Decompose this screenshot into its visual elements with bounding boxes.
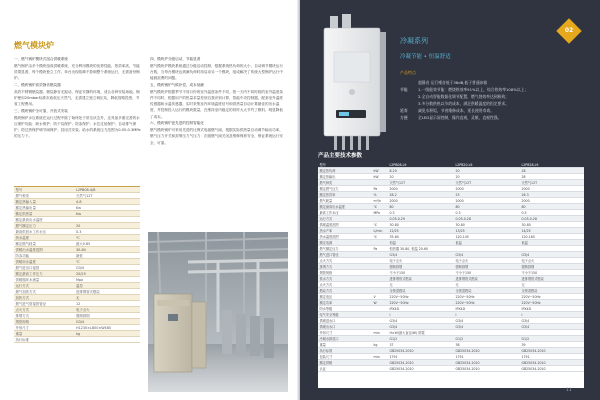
param-name: 热水产率 (318, 228, 372, 234)
param-name: 供水方式 (318, 276, 372, 282)
param-name: 燃烧方式 (318, 288, 372, 294)
param-name: 防水等级 (318, 306, 372, 312)
param-name: 燃气进口管径 (318, 252, 372, 258)
feature-key (400, 100, 418, 107)
param-value: GB25034-2010 (520, 360, 584, 366)
param-value: 0.05-0.28 (454, 216, 520, 222)
param-value: 28 (520, 174, 584, 180)
spec-value: 最低 (74, 253, 140, 259)
param-value: 无 (454, 282, 520, 288)
param-value: IPX4D (520, 306, 584, 312)
param-name: 运行方式 (318, 216, 372, 222)
param-name: 供暖进水口 (318, 318, 372, 324)
param-value: 0.05-0.28 (520, 216, 584, 222)
param-value: I (454, 312, 520, 318)
param-unit: mm (372, 354, 388, 360)
param-value: 220V~50Hz (520, 300, 584, 306)
param-value: GB25034-2010 (454, 348, 520, 354)
feature-key (400, 79, 418, 86)
param-value: 强制排烟 (388, 264, 454, 270)
param-value: G1/2 (454, 336, 520, 342)
spec-key: 额定热输出量 (14, 205, 74, 211)
spec-key: 燃气加热方式 (14, 289, 74, 295)
param-unit: ℃ (372, 222, 388, 228)
param-name: 烟管规格 (318, 270, 372, 276)
param-value: 恒温 (388, 240, 454, 246)
param-unit (372, 366, 388, 372)
spec-key: 供暖循环水流量 (14, 277, 74, 283)
spec-key: 型号 (14, 187, 74, 193)
spec-key: 额定供热量 (14, 211, 74, 217)
param-value: 20 (454, 174, 520, 180)
spec-key: 重量 (14, 331, 74, 337)
spec-value: 12 (74, 301, 140, 307)
spec-key: 额定最高出水温度 (14, 217, 74, 223)
param-value: 2000 (520, 186, 584, 192)
param-name: 燃气额定压力 (318, 246, 372, 252)
boiler-room-photo (148, 232, 288, 392)
param-value: GB25034-2010 (454, 366, 520, 372)
feature-key (400, 93, 418, 100)
spec-key: 最高供回水工作水压 (14, 229, 74, 235)
param-value: 1791 (454, 354, 520, 360)
param-name: 点火方式 (318, 282, 372, 288)
spec-key: 点火方式 (14, 307, 74, 313)
paragraph-text: 燃气模块炉模块系统通过分级启动控制，根据系统热负荷的大小，自动调节模块运行台数，当每台模块达到满负荷时再启动另一个模块，组成解决了传统大型锅炉运行中能源浪费的问题。 (150, 63, 283, 81)
param-value: I (388, 312, 454, 318)
spec-value: 30-80 (74, 247, 140, 253)
param-name: 燃气耗量 (318, 198, 372, 204)
param-value: G3/4 (454, 318, 520, 324)
spec-key: 燃气进气管接管管径 (14, 301, 74, 307)
param-value: 8-20 (388, 168, 454, 174)
param-value: 无 (520, 282, 584, 288)
param-value: 2000 (388, 186, 454, 192)
spec-value: L2PB08-4/8 (74, 187, 140, 193)
param-value: 强制排烟 (454, 264, 520, 270)
param-value: GB25034-2010 (454, 360, 520, 366)
spec-value (74, 337, 140, 343)
spec-key: 加热方式 (14, 295, 74, 301)
param-value: 2000 (454, 186, 520, 192)
paragraph-heading: 二、模块锅炉高效静音燃烧器 (14, 83, 61, 87)
param-name: 电气安全等级 (318, 312, 372, 318)
param-value: 不小于150 (520, 270, 584, 276)
param-value: 39 (520, 342, 584, 348)
param-value: 0.3 (454, 210, 520, 216)
spec-key: 外形尺寸 (14, 325, 74, 331)
feature-value: 减免水积垢，节省维修成本，延长使用寿命。 (418, 108, 494, 113)
spec-key: 额定热输入量 (14, 199, 74, 205)
param-value: 30-80 (388, 222, 454, 228)
param-name: 额定电压 (318, 294, 372, 300)
spec-value: Kw (74, 205, 140, 211)
param-value: GB25034-2010 (388, 366, 454, 372)
series-title: 冷凝系列 (400, 37, 428, 45)
spec-key: 热水温度 (14, 235, 74, 241)
param-value: IPX4D (454, 306, 520, 312)
series-subtitle: 冷凝节能 • 恒温舒适 (400, 54, 451, 60)
feature-item (400, 93, 590, 100)
param-value: 天然气12T (388, 180, 454, 186)
page-badge-number: 02 (564, 27, 574, 34)
param-value: 不小于150 (388, 270, 454, 276)
param-value: G3/4 (520, 318, 584, 324)
boiler-room-illustration (148, 232, 288, 392)
right-column-text (150, 56, 286, 146)
feature-value: 1.一级能效节能：燃烧热效率91%以上，综合热效率108%以上； (418, 87, 529, 92)
param-value: 220V~50Hz (388, 294, 454, 300)
param-value: 12/25 (388, 228, 454, 234)
param-name: 重量 (318, 342, 372, 348)
param-unit: MPa (372, 210, 388, 216)
param-value: 天然气12T (520, 180, 584, 186)
feature-value: 超静音 运行噪音低于38dB,低于普通冰箱 (418, 80, 488, 85)
param-name: 燃气种类 (318, 180, 372, 186)
param-value: 20 (454, 168, 520, 174)
param-name: 额定燃气压力 (318, 186, 372, 192)
feature-list (400, 79, 590, 121)
param-value: G3/4 (388, 318, 454, 324)
paragraph-text: 高效不锈钢燃烧器，燃烧静音无振动，保证安静的环境，适合各种安装场地。锅炉使用20mbar标准市政低压天然气，无需建立独立调压站，降低管路投资，节省工程费用。 (14, 89, 140, 107)
param-value: 35-60 (388, 234, 454, 240)
param-name: 额定热输出 (318, 174, 372, 180)
param-unit: W (372, 300, 388, 306)
param-value: 30-80 (454, 222, 520, 228)
feature-key: 节能 (400, 87, 408, 92)
param-name: 额定热负荷 (318, 168, 372, 174)
param-unit: kW (372, 168, 388, 174)
param-unit: V (372, 294, 388, 300)
spec-value: 天然气12T (74, 193, 140, 199)
boiler-illustration (320, 14, 392, 154)
spec-value: 无 (74, 295, 140, 301)
spec-value: G3/4 (74, 265, 140, 271)
param-value: GB25034-2010 (520, 348, 584, 354)
feature-key: 方便 (400, 115, 408, 120)
spec-key: 烟管规格 (14, 319, 74, 325)
param-value: 2000 (454, 198, 520, 204)
param-value: G3/4 (454, 324, 520, 330)
param-value: G3/4 (520, 252, 584, 258)
param-value: I (520, 312, 584, 318)
param-value: 30-80 (520, 222, 584, 228)
param-unit: mm (372, 330, 388, 336)
feature-item (400, 107, 590, 114)
left-column-text (14, 56, 142, 140)
spec-table-panel (318, 162, 584, 388)
param-unit: m³/h (372, 198, 388, 204)
technical-spec-table (318, 162, 584, 372)
paragraph-heading: 六、模块锅炉更先进的控制智能化 (150, 121, 204, 126)
param-value: 14/25 (520, 228, 584, 234)
param-value: G3/4 (388, 324, 454, 330)
spec-value: 20 (74, 223, 140, 229)
param-value: 0.3 (520, 210, 584, 216)
spec-value: 4-8 (74, 199, 140, 205)
param-value: 全预混燃烧 (388, 288, 454, 294)
param-name: 外形尺寸 (318, 330, 372, 336)
param-value: 全预混燃烧 (454, 288, 520, 294)
spec-key: 燃气进出口接管 (14, 265, 74, 271)
spec-value: ℃ (74, 235, 140, 241)
paragraph-heading: 四、模块炉分级启动，节能显著 (150, 57, 201, 61)
param-value: L2PB08-L9 (388, 162, 454, 168)
param-name: 最高工作水压 (318, 210, 372, 216)
param-value: 220V~50Hz (388, 300, 454, 306)
param-name: 额定功率 (318, 300, 372, 306)
param-value: 1791 (520, 354, 584, 360)
spec-value: 电子点火 (74, 307, 140, 313)
param-name: 排烟方式 (318, 264, 372, 270)
param-unit: Pa (372, 246, 388, 252)
param-value: 2000 (520, 198, 584, 204)
spec-key: 执行标准 (14, 337, 74, 343)
spec-row (318, 366, 584, 372)
param-value: 全预混燃烧 (520, 288, 584, 294)
spec-key: 排烟方式 (14, 313, 74, 319)
spec-key: 燃气额定压力 (14, 223, 74, 229)
param-value: GB25034-2010 (520, 366, 584, 372)
param-unit: ℃ (372, 234, 388, 240)
paragraph-heading: 一、燃气锅炉模块式组合供暖系统 (14, 57, 68, 61)
param-value: 80 (454, 204, 520, 210)
feature-label: 产品特点 (400, 70, 416, 75)
param-value: 120-165 (520, 234, 584, 240)
feature-item (400, 86, 590, 93)
feature-value: 全LED显示屏控制，操作直观，灵敏，直观性强。 (418, 115, 502, 120)
section-title: 燃气模块炉 (14, 41, 54, 50)
param-value: 23 (454, 192, 520, 198)
param-value: 电子点火 (520, 258, 584, 264)
param-value: G1/2 (520, 336, 584, 342)
param-value: 13/25 (454, 228, 520, 234)
param-name: 认证 (318, 366, 372, 372)
spec-value: 0.3 (74, 229, 140, 235)
spec-value: 最大0.85 (74, 241, 140, 247)
spec-key: 运行方式 (14, 283, 74, 289)
paragraph-heading: 三、模块锅炉全可靠，开放式安装 (14, 109, 68, 113)
param-value: G3/4 (520, 324, 584, 330)
spec-key: 防冻功能 (14, 253, 74, 259)
param-name: 供暖出水口 (318, 324, 372, 330)
param-value: 电子点火 (388, 258, 454, 264)
param-name: 冷凝水排放口 (318, 336, 372, 342)
param-value: 28.2 (388, 192, 454, 198)
spec-key: 供暖用水温度 (14, 259, 74, 265)
spec-value: H1230×L800×W480 (74, 325, 140, 331)
param-value: 恒热器 30-80, 恒温 20-60 (388, 246, 454, 252)
param-name: 供暖温度范围 (318, 222, 372, 228)
spec-key: 额定燃气耗量 (14, 241, 74, 247)
param-unit: L/min (372, 228, 388, 234)
spec-table-title: 产品主要技术参数 (318, 153, 363, 159)
param-value: 低温 (520, 240, 584, 246)
param-value: 80 (388, 204, 454, 210)
param-value: 2000 (388, 198, 454, 204)
feature-value: 3.多分数供热以节约成本，满足供暖温度的恒定要求。 (418, 101, 509, 106)
param-unit: kW (372, 174, 388, 180)
param-value: L2PB28-L9 (520, 162, 584, 168)
param-value: 无 (388, 282, 454, 288)
param-value: G3/4 (454, 252, 520, 258)
param-value: 220V~50Hz (520, 294, 584, 300)
param-unit: kg (372, 342, 388, 348)
spec-key: 额定最高工作压力 (14, 271, 74, 277)
param-value: 1791 (388, 354, 454, 360)
param-value: 220V~50Hz (454, 294, 520, 300)
feature-item (400, 114, 590, 121)
spec-value: 进排烟管式燃烧 (74, 289, 140, 295)
feature-value: 2.全自动智能数据化调节配置，燃气烧效率达到极致； (418, 94, 509, 99)
param-name: 型号 (318, 162, 372, 168)
param-unit: % (372, 192, 388, 198)
feature-key: 延寿 (400, 108, 408, 113)
spec-value: 强制排烟 (74, 313, 140, 319)
param-value: GB25034-2010 (388, 360, 454, 366)
param-value: 电子点火 (454, 258, 520, 264)
spec-key: 供暖出水温度范围 (14, 247, 74, 253)
param-name: 包装尺寸 (318, 354, 372, 360)
param-value: 38 (454, 342, 520, 348)
param-value: 低温 (454, 240, 520, 246)
param-name: 点火方式 (318, 258, 372, 264)
param-value: 20 (388, 174, 454, 180)
param-value: 220V~50Hz (454, 300, 520, 306)
param-name: 额定最高出水温度 (318, 204, 372, 210)
param-value: 0.3 (388, 210, 454, 216)
param-value: 天然气12T (454, 180, 520, 186)
param-value: GB25034-2010 (388, 348, 454, 354)
param-value: 进排烟管式燃烧 (388, 276, 454, 282)
page-number: 11 (566, 388, 572, 393)
right-page (300, 0, 600, 400)
spec-value: Kw (74, 211, 140, 217)
param-value: 0.05-0.29 (388, 216, 454, 222)
param-value: G1/2 (388, 336, 454, 342)
module-spec-table (14, 186, 140, 343)
param-value: IPX4D (388, 306, 454, 312)
param-value: 28 (520, 168, 584, 174)
param-value: L2PB20-L9 (454, 162, 520, 168)
condensing-boiler-image (320, 14, 392, 154)
param-value: H×W(最大直径/W) 防震 (388, 330, 454, 336)
param-name: 额定热效率 (318, 192, 372, 198)
param-name: 热水温度范围 (318, 234, 372, 240)
spec-value: ℃ (74, 259, 140, 265)
param-name: 额定供暖 (318, 360, 372, 366)
param-value: 强制排烟 (520, 264, 584, 270)
spec-value: 温控 (74, 283, 140, 289)
paragraph-text: 模块锅炉水压系统在运行过程中除了始终处于常压状态外，还具备多重完善的水压保护功能：缺水保护；防干烧保护；防冻保护；水位过低保护；自动排气保护；防过热保护调节阀保护；封闭式安装；给水的系统压力范围为0.05-0.3MPa的压力下。 (14, 115, 141, 139)
spec-value: 20/25 (74, 271, 140, 277)
param-value: 26.3 (520, 192, 584, 198)
paragraph-heading: 五、模块锅炉气候补偿，成本低廉 (150, 83, 204, 87)
param-name: 执行标准 (318, 348, 372, 354)
param-value: 120-145 (454, 234, 520, 240)
param-value: 80 (520, 204, 584, 210)
param-unit: ℃ (372, 204, 388, 210)
spec-row (14, 337, 140, 343)
param-value: 进排烟管式燃烧 (520, 276, 584, 282)
feature-item (400, 79, 590, 86)
paragraph-text: 燃气模块锅炉可采用先进的比例式电磁燃气阀，根据实际供热量自动调节输出功率，燃气压力开关和封堵压力气压力：次级燃气阀关闭及维修保养安全，保证系统运行安全、可靠。 (150, 128, 283, 145)
param-value: 不小于150 (454, 270, 520, 276)
param-value: 进排烟管式燃烧 (454, 276, 520, 282)
spec-value: kg (74, 331, 140, 337)
param-unit: Pa (372, 186, 388, 192)
param-name: 额定电源 (318, 240, 372, 246)
feature-item (400, 100, 590, 107)
spec-key: 燃气种类 (14, 193, 74, 199)
param-value: 37 (388, 342, 454, 348)
param-value: G3/4 (388, 252, 454, 258)
spec-value: G3/4 (74, 319, 140, 325)
spec-value: Mpa (74, 277, 140, 283)
paragraph-text: 燃气锅炉由多个模块组成供暖系统，充分利用模块的优势性能，热效率高，节能效果显著，每个模块独立工作，单台出现故障不影响整个系统运行，无需备份锅炉。 (14, 63, 140, 81)
paragraph-text: 燃气模块炉根据季节不同月份的室外温度条件不同，按一天内不同时段的室外温度条件不同时，根据用户的热量求量差别自我识别计算，智能中央控制器，配套室外温度传感器和水温传感器，实时采集室内环境温度信号和供热量自动计算最佳的出水温度，并控制投入运行的模块数量，在维持室内稳定的同时大大节约了燃料，明显降低了成本。 (150, 89, 283, 119)
